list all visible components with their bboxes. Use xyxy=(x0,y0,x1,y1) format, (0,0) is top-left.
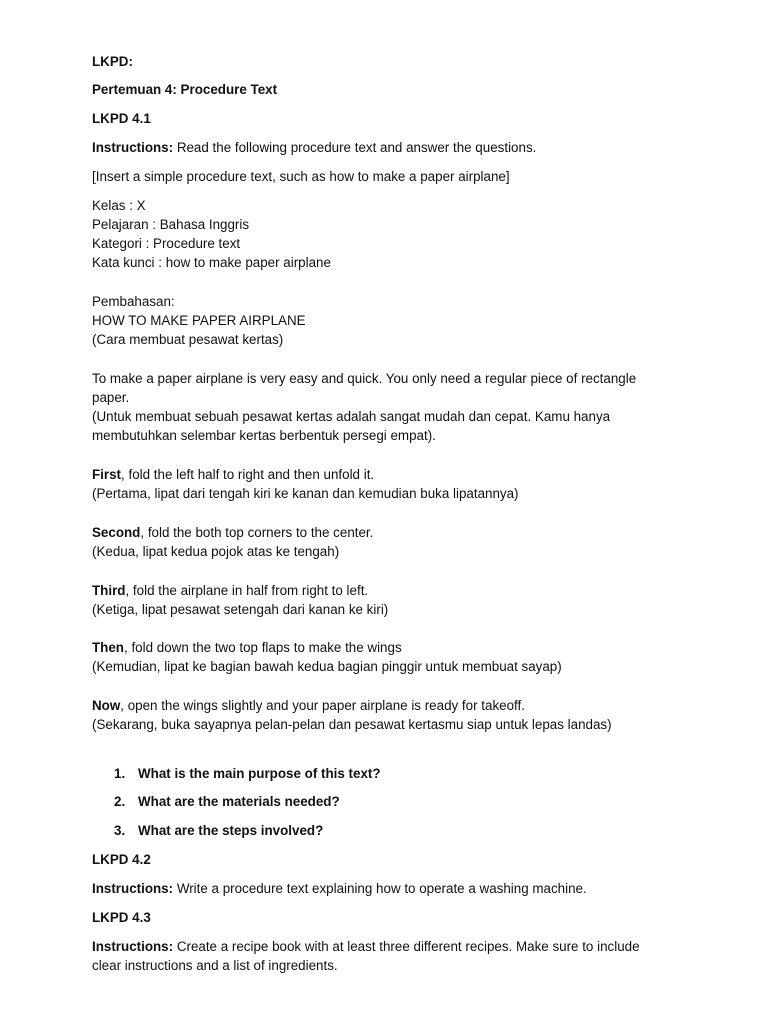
step-second xyxy=(92,523,373,542)
section-4-3-instructions-line-2: clear instructions and a list of ingredients. xyxy=(92,958,338,973)
meeting-title: Pertemuan 4: Procedure Text xyxy=(92,82,278,97)
section-4-3-instructions xyxy=(92,937,640,956)
step-text: , fold the airplane in half from right to left. xyxy=(125,583,369,598)
step-now-translation: (Sekarang, buka sayapnya pelan-pelan dan pesawat kertasmu siap untuk lepas landas) xyxy=(92,717,612,732)
step-third-translation: (Ketiga, lipat pesawat setengah dari kanan ke kiri) xyxy=(92,602,389,617)
question-number: 3. xyxy=(114,823,126,838)
instructions-text: Write a procedure text explaining how to operate a washing machine. xyxy=(173,881,587,896)
step-text: , fold the both top corners to the center. xyxy=(140,525,374,540)
step-key: Now xyxy=(92,698,121,713)
instructions-label: Instructions: xyxy=(92,881,174,896)
meta-kelas: Kelas : X xyxy=(92,198,146,213)
instructions-label: Instructions: xyxy=(92,140,174,155)
procedure-heading: HOW TO MAKE PAPER AIRPLANE xyxy=(92,313,306,328)
step-key: Then xyxy=(92,640,124,655)
step-first-translation: (Pertama, lipat dari tengah kiri ke kanan dan kemudian buka lipatannya) xyxy=(92,486,519,501)
section-4-3-title: LKPD 4.3 xyxy=(92,910,151,925)
intro-line-1: To make a paper airplane is very easy and quick. You only need a regular piece of rectangle xyxy=(92,371,637,386)
question-text: What are the materials needed? xyxy=(138,794,340,809)
section-4-2-title: LKPD 4.2 xyxy=(92,852,151,867)
meta-kata-kunci: Kata kunci : how to make paper airplane xyxy=(92,255,331,270)
doc-label: LKPD: xyxy=(92,54,133,69)
step-first xyxy=(92,465,374,484)
intro-translation-1: (Untuk membuat sebuah pesawat kertas adalah sangat mudah dan cepat. Kamu hanya xyxy=(92,409,611,424)
section-4-1-instructions xyxy=(92,138,536,157)
question-number: 2. xyxy=(114,794,126,809)
step-third xyxy=(92,581,368,600)
step-then xyxy=(92,638,402,657)
pembahasan-label: Pembahasan: xyxy=(92,294,175,309)
instructions-label: Instructions: xyxy=(92,939,174,954)
step-text: , fold down the two top flaps to make the wings xyxy=(124,640,402,655)
step-key: Second xyxy=(92,525,141,540)
section-4-2-instructions xyxy=(92,879,587,898)
step-now xyxy=(92,696,525,715)
insert-note: [Insert a simple procedure text, such as how to make a paper airplane] xyxy=(92,169,510,184)
question-number: 1. xyxy=(114,766,126,781)
step-key: Third xyxy=(92,583,126,598)
step-text: , open the wings slightly and your paper airplane is ready for takeoff. xyxy=(120,698,525,713)
instructions-text: Create a recipe book with at least three different recipes. Make sure to include xyxy=(173,939,640,954)
question-text: What are the steps involved? xyxy=(138,823,324,838)
step-second-translation: (Kedua, lipat kedua pojok atas ke tengah) xyxy=(92,544,340,559)
step-text: , fold the left half to right and then unfold it. xyxy=(121,467,375,482)
meta-pelajaran: Pelajaran : Bahasa Inggris xyxy=(92,217,250,232)
section-4-1-title: LKPD 4.1 xyxy=(92,111,151,126)
intro-line-2: paper. xyxy=(92,390,130,405)
step-key: First xyxy=(92,467,122,482)
instructions-text: Read the following procedure text and answer the questions. xyxy=(173,140,537,155)
question-text: What is the main purpose of this text? xyxy=(138,766,381,781)
meta-kategori: Kategori : Procedure text xyxy=(92,236,241,251)
procedure-heading-translation: (Cara membuat pesawat kertas) xyxy=(92,332,284,347)
step-then-translation: (Kemudian, lipat ke bagian bawah kedua bagian pinggir untuk membuat sayap) xyxy=(92,659,562,674)
intro-translation-2: membutuhkan selembar kertas berbentuk persegi empat). xyxy=(92,428,436,443)
